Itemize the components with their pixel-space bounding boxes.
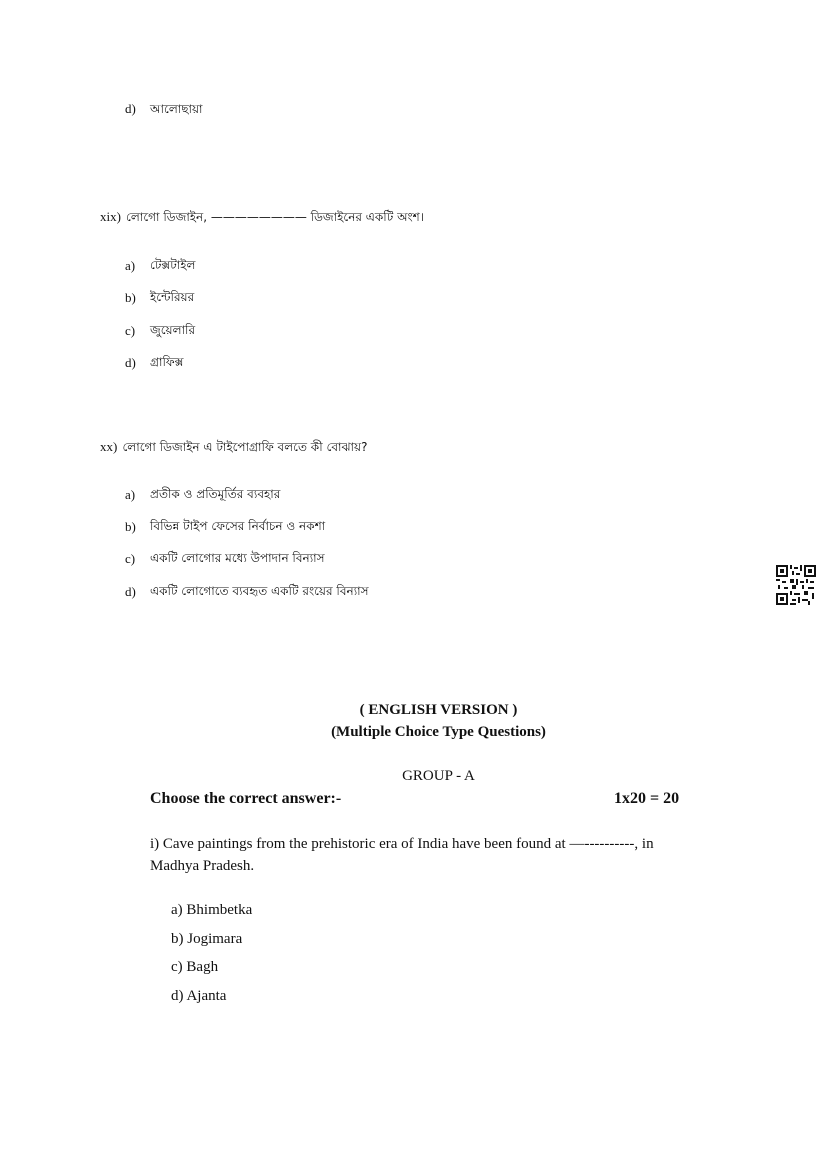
question-number: xx) <box>100 439 118 454</box>
version-title: ( ENGLISH VERSION ) <box>359 702 518 718</box>
option-b <box>171 931 242 948</box>
question-text-line1: Cave paintings from the prehistoric era of India have been found at —----------, in <box>159 836 654 852</box>
option-text: আলোছায়া <box>150 102 203 116</box>
option-text: টেক্সটাইল <box>150 258 196 272</box>
option-letter: b) <box>125 290 136 305</box>
option-text: গ্রাফিক্স <box>150 355 184 369</box>
option-text: একটি লোগোতে ব্যবহৃত একটি রংয়ের বিন্যাস <box>150 584 369 598</box>
question-20 <box>100 436 367 459</box>
option-letter: c) <box>171 959 183 975</box>
option-text: Jogimara <box>187 931 243 947</box>
option-text: Ajanta <box>186 988 227 1004</box>
option-text: Bagh <box>186 959 219 975</box>
option-letter: d) <box>125 584 136 599</box>
instruction: Choose the correct answer:- <box>150 790 342 807</box>
question-number: xix) <box>100 209 121 224</box>
option-letter: d) <box>171 988 184 1004</box>
marks: 1x20 = 20 <box>614 790 680 807</box>
question-number: i) <box>150 836 160 852</box>
option-text: জুয়েলারি <box>150 323 196 337</box>
option-letter: a) <box>125 258 136 273</box>
option-a <box>171 902 252 919</box>
option-letter: b) <box>171 931 184 947</box>
option-text: একটি লোগোর মধ্যে উপাদান বিন্যাস <box>150 551 325 565</box>
option-letter: b) <box>125 519 136 534</box>
group-heading: GROUP - A <box>402 768 475 784</box>
option-letter: a) <box>125 487 136 502</box>
option-letter: c) <box>125 323 136 338</box>
question-text-line2: Madhya Pradesh. <box>150 858 255 874</box>
option-letter: d) <box>125 355 136 370</box>
option-letter: a) <box>171 902 183 918</box>
option-text: বিভিন্ন টাইপ ফেসের নির্বাচন ও নকশা <box>150 519 326 533</box>
question-1 <box>150 836 654 853</box>
option-text: প্রতীক ও প্রতিমূর্তির ব্যবহার <box>150 487 281 501</box>
option-d <box>171 988 226 1005</box>
question-text: লোগো ডিজাইন, ———————— ডিজাইনের একটি অংশ। <box>126 210 425 224</box>
option-letter: d) <box>125 101 136 116</box>
qr-code-icon <box>776 565 816 605</box>
question-19 <box>100 206 424 229</box>
option-text: Bhimbetka <box>186 902 253 918</box>
section-subtitle: (Multiple Choice Type Questions) <box>331 724 546 740</box>
question-text: লোগো ডিজাইন এ টাইপোগ্রাফি বলতে কী বোঝায়? <box>122 440 368 454</box>
option-letter: c) <box>125 551 136 566</box>
option-text: ইন্টেরিয়র <box>150 290 195 304</box>
option-c <box>171 959 218 976</box>
